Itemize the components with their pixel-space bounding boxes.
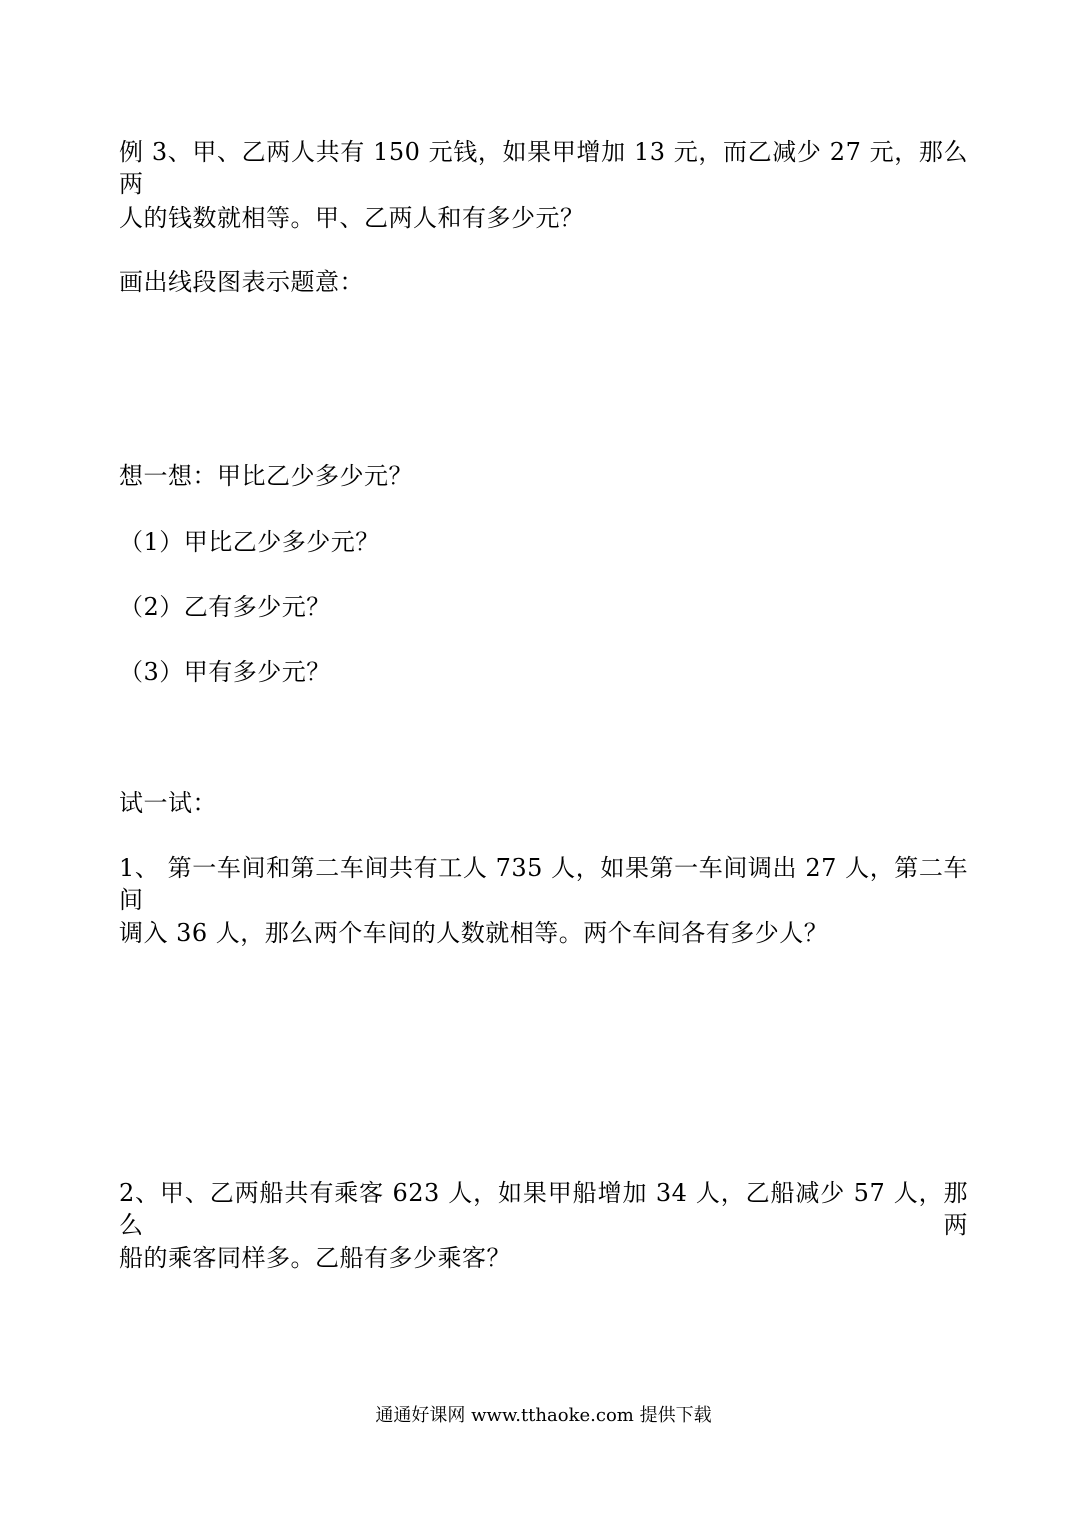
think-title: 想一想：甲比乙少多少元？	[119, 462, 413, 490]
think-question-3: （3）甲有多少元？	[119, 658, 331, 686]
problem-2-line1: 2、甲、乙两船共有乘客 623 人，如果甲船增加 34 人，乙船减少 57 人，那么两	[119, 1179, 968, 1239]
think-question-2: （2）乙有多少元？	[119, 593, 331, 621]
problem-1-line2: 调入 36 人，那么两个车间的人数就相等。两个车间各有多少人？	[119, 919, 829, 947]
try-title: 试一试：	[119, 789, 217, 817]
example3-line1: 例 3、甲、乙两人共有 150 元钱，如果甲增加 13 元，而乙减少 27 元，那么两	[119, 138, 968, 198]
think-question-1: （1）甲比乙少多少元？	[119, 528, 380, 556]
problem-1-line1: 1、 第一车间和第二车间共有工人 735 人，如果第一车间调出 27 人，第二车间	[119, 854, 968, 914]
diagram-prompt: 画出线段图表示题意：	[119, 268, 364, 296]
page-footer: 通通好课网 www.tthaoke.com 提供下载	[375, 1405, 712, 1426]
example3-line2: 人的钱数就相等。甲、乙两人和有多少元？	[119, 204, 585, 232]
problem-2-line2: 船的乘客同样多。乙船有多少乘客？	[119, 1244, 511, 1272]
